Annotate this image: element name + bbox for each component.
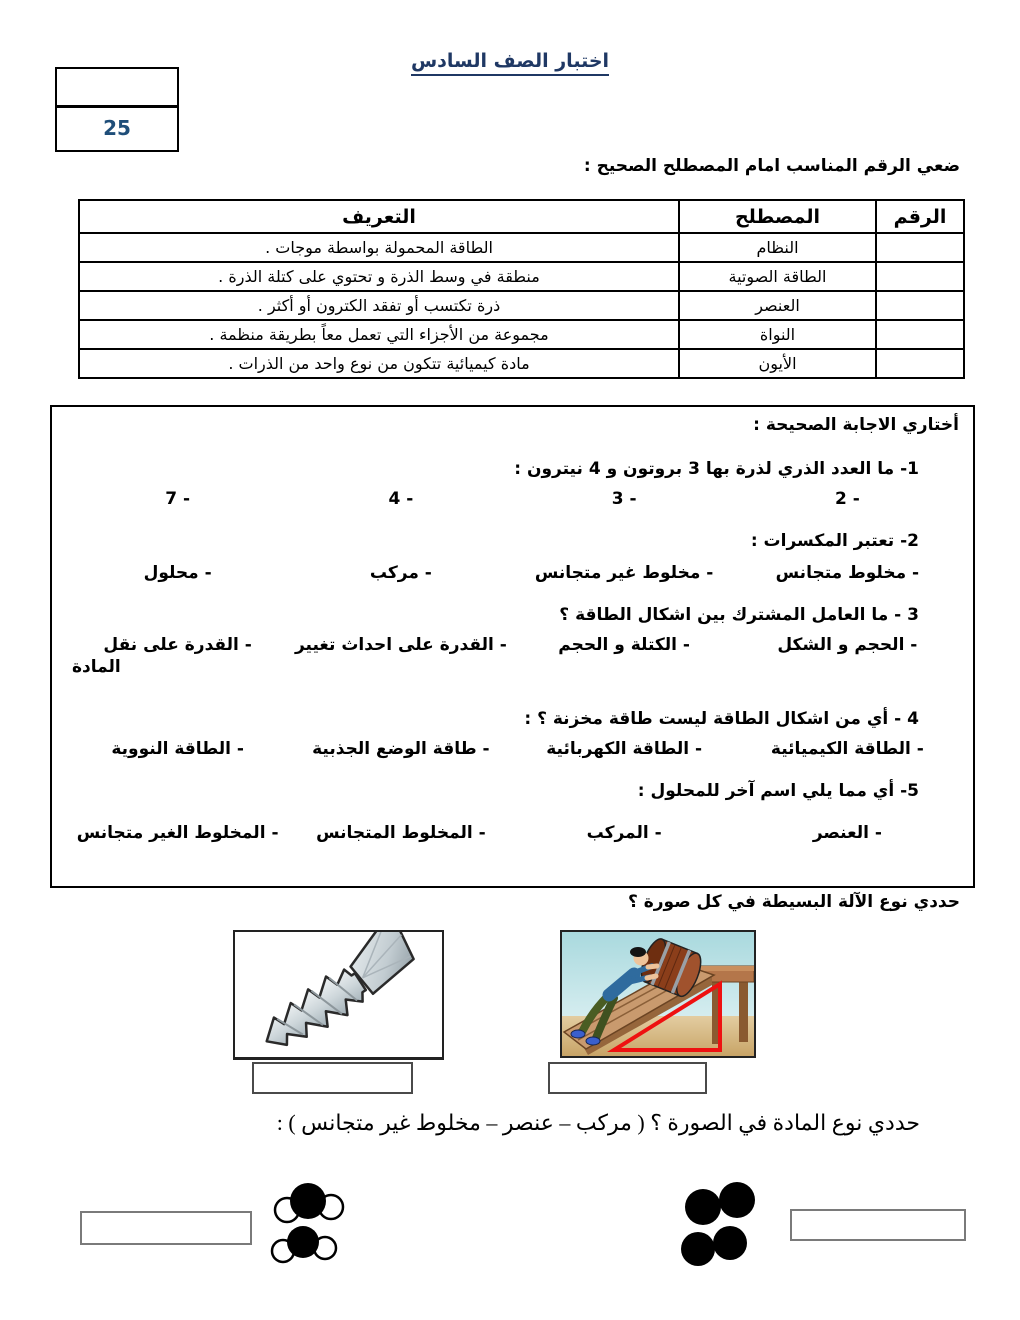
table-row	[79, 320, 964, 349]
mcq-question	[66, 709, 959, 759]
definition-cell: ذرة تكتسب أو تفقد الكترون أو أكثر .	[79, 291, 679, 320]
option[interactable]: - الطاقة النووية	[111, 739, 244, 759]
element-molecules-icon	[658, 1175, 788, 1275]
table-header-row	[79, 200, 964, 233]
compound-molecules-icon	[245, 1177, 370, 1277]
question-text: 2- تعتبر المكسرات :	[750, 531, 919, 551]
options-row	[66, 823, 959, 843]
mcq-question	[66, 459, 959, 509]
inclined-plane-figure	[560, 930, 756, 1058]
definition-cell: منطقة في وسط الذرة و تحتوي على كتلة الذرة .	[79, 262, 679, 291]
question-text: 1- ما العدد الذري لذرة بها 3 بروتون و 4 نيترون :	[514, 459, 919, 479]
option[interactable]: - المخلوط الغير متجانس	[76, 823, 279, 843]
option[interactable]: - مركب	[369, 563, 432, 583]
options-row	[66, 635, 959, 655]
compound-answer-box[interactable]	[80, 1211, 252, 1245]
screw-figure	[233, 930, 444, 1060]
option[interactable]: - 7	[165, 489, 191, 509]
number-cell[interactable]	[876, 320, 964, 349]
options-row	[66, 489, 959, 509]
table-row	[79, 349, 964, 378]
question-text: 5- أي مما يلي اسم آخر للمحلول :	[637, 781, 919, 801]
matching-table	[78, 199, 965, 379]
question-text: 4 - أي من اشكال الطاقة ليست طاقة مخزنة ؟ :	[524, 709, 919, 729]
screw-icon	[235, 932, 442, 1057]
option[interactable]: - 2	[834, 489, 860, 509]
mcq-question	[66, 781, 959, 843]
matter-figures	[0, 1175, 1020, 1285]
option[interactable]: - طاقة الوضع الجذبية	[312, 739, 490, 759]
option[interactable]: - القدرة على احداث تغيير	[294, 635, 507, 655]
option[interactable]: - الحجم و الشكل	[777, 635, 918, 655]
definition-cell: الطاقة المحمولة بواسطة موجات .	[79, 233, 679, 262]
mcq-question	[66, 605, 959, 677]
option[interactable]: - القدرة على نقل	[103, 635, 252, 655]
term-cell: الطاقة الصوتية	[679, 262, 876, 291]
number-cell[interactable]	[876, 291, 964, 320]
header-definition: التعريف	[79, 200, 679, 233]
mcq-section	[50, 405, 975, 888]
inclined-plane-icon	[562, 932, 754, 1056]
header-term: المصطلح	[679, 200, 876, 233]
machines-instruction: حددي نوع الآلة البسيطة في كل صورة ؟	[627, 892, 960, 912]
option[interactable]: - مخلوط متجانس	[775, 563, 920, 583]
term-cell: النواة	[679, 320, 876, 349]
question-text: 3 - ما العامل المشترك بين اشكال الطاقة ؟	[559, 605, 919, 625]
number-cell[interactable]	[876, 262, 964, 291]
option[interactable]: - الطاقة الكهربائية	[546, 739, 703, 759]
option[interactable]: - مخلوط غير متجانس	[534, 563, 714, 583]
matching-table-body	[79, 233, 964, 378]
header-number: الرقم	[876, 200, 964, 233]
option[interactable]: - 4	[388, 489, 414, 509]
term-cell: العنصر	[679, 291, 876, 320]
table-row	[79, 233, 964, 262]
mcq-question	[66, 531, 959, 583]
mcq-questions	[66, 459, 959, 843]
page-title: اختبار الصف السادس	[411, 50, 609, 76]
mcq-instruction: أختاري الاجابة الصحيحة :	[753, 415, 959, 435]
option[interactable]: - الكتلة و الحجم	[558, 635, 690, 655]
score-value: 25	[103, 116, 131, 140]
score-box	[55, 67, 179, 152]
term-cell: الأيون	[679, 349, 876, 378]
option[interactable]: - محلول	[143, 563, 212, 583]
matching-instruction: ضعي الرقم المناسب امام المصطلح الصحيح :	[583, 156, 960, 176]
definition-cell: مادة كيميائية تتكون من نوع واحد من الذرات .	[79, 349, 679, 378]
inclined-plane-answer-box[interactable]	[548, 1062, 707, 1094]
option[interactable]: - العنصر	[812, 823, 882, 843]
options-row	[66, 563, 959, 583]
table-row	[79, 291, 964, 320]
option-continuation: المادة	[72, 657, 121, 677]
title-row	[0, 50, 1020, 72]
option[interactable]: - الطاقة الكيميائية	[770, 739, 924, 759]
options-row	[66, 739, 959, 759]
score-box-top-cell[interactable]	[57, 69, 177, 108]
element-answer-box[interactable]	[790, 1209, 966, 1241]
number-cell[interactable]	[876, 233, 964, 262]
definition-cell: مجموعة من الأجزاء التي تعمل معاً بطريقة منظمة .	[79, 320, 679, 349]
option[interactable]: - المخلوط المتجانس	[316, 823, 486, 843]
machine-figures	[0, 930, 1020, 1100]
screw-answer-box[interactable]	[252, 1062, 413, 1094]
term-cell: النظام	[679, 233, 876, 262]
matter-instruction: حددي نوع المادة في الصورة ؟ ( مركب – عنصر – مخلوط غير متجانس ) :	[276, 1110, 920, 1135]
option[interactable]: - 3	[611, 489, 637, 509]
option[interactable]: - المركب	[586, 823, 662, 843]
table-row	[79, 262, 964, 291]
number-cell[interactable]	[876, 349, 964, 378]
